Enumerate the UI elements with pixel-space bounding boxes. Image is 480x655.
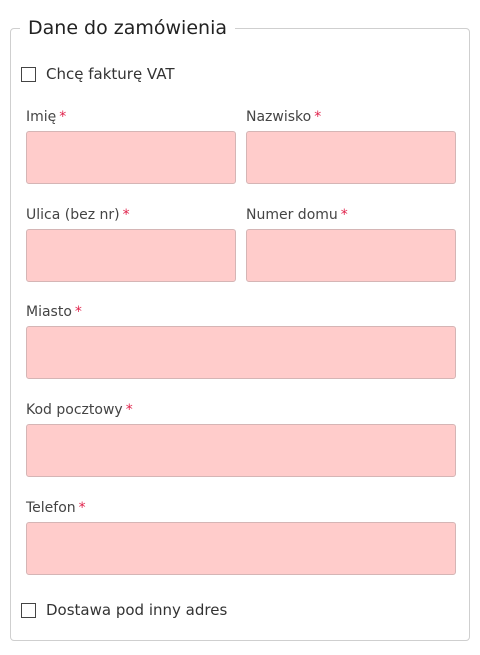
postal-code-label-text: Kod pocztowy xyxy=(26,402,123,418)
house-number-input[interactable] xyxy=(246,229,456,282)
phone-label-text: Telefon xyxy=(26,500,76,516)
required-marker: * xyxy=(125,402,133,418)
vat-invoice-checkbox-row[interactable] xyxy=(21,64,175,84)
required-marker: * xyxy=(74,304,82,320)
street-input[interactable] xyxy=(26,229,236,282)
city-label xyxy=(26,303,82,321)
first-name-input[interactable] xyxy=(26,131,236,184)
required-marker: * xyxy=(314,109,322,125)
other-address-checkbox-row[interactable] xyxy=(21,600,227,620)
first-name-label-text: Imię xyxy=(26,109,57,125)
phone-label xyxy=(26,499,86,517)
required-marker: * xyxy=(122,207,130,223)
postal-code-input[interactable] xyxy=(26,424,456,477)
last-name-label-text: Nazwisko xyxy=(246,109,312,125)
other-address-checkbox[interactable] xyxy=(21,603,36,618)
city-label-text: Miasto xyxy=(26,304,72,320)
fieldset-legend: Dane do zamówienia xyxy=(20,15,235,41)
house-number-label-text: Numer domu xyxy=(246,207,338,223)
required-marker: * xyxy=(78,500,86,516)
phone-input[interactable] xyxy=(26,522,456,575)
other-address-label: Dostawa pod inny adres xyxy=(46,601,228,619)
vat-invoice-checkbox[interactable] xyxy=(21,67,36,82)
postal-code-label xyxy=(26,401,133,419)
city-input[interactable] xyxy=(26,326,456,379)
last-name-label xyxy=(246,108,321,126)
required-marker: * xyxy=(59,109,67,125)
last-name-input[interactable] xyxy=(246,131,456,184)
street-label xyxy=(26,206,130,224)
required-marker: * xyxy=(340,207,348,223)
first-name-label xyxy=(26,108,66,126)
vat-invoice-label: Chcę fakturę VAT xyxy=(46,65,175,83)
street-label-text: Ulica (bez nr) xyxy=(26,207,120,223)
house-number-label xyxy=(246,206,348,224)
